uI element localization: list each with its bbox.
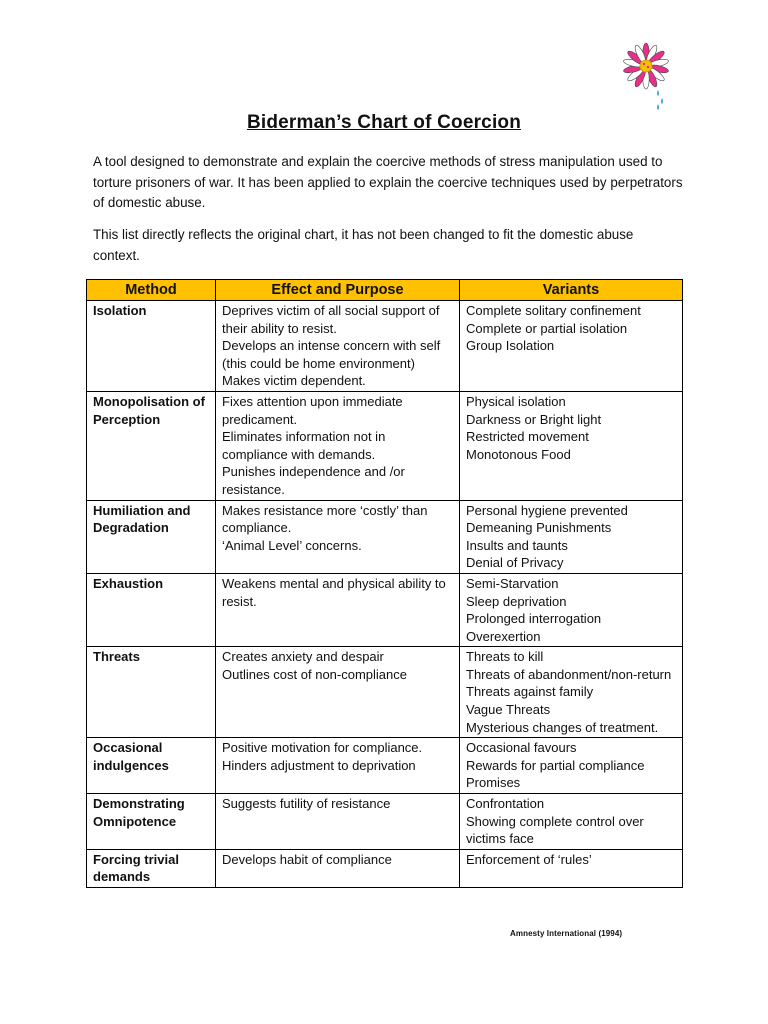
variants-line: Semi-Starvation — [466, 575, 559, 591]
effect-line: Outlines cost of non-compliance — [222, 666, 407, 682]
cell-variants — [460, 794, 683, 850]
cell-effect — [216, 849, 460, 887]
variants-line: Enforcement of ‘rules’ — [466, 851, 592, 867]
cell-effect — [216, 391, 460, 500]
variants-line: Confrontation — [466, 796, 545, 812]
variants-line: Threats against family — [466, 684, 594, 700]
cell-effect — [216, 647, 460, 738]
flower-center-dot — [647, 66, 649, 68]
variants-line: Rewards for partial compliance — [466, 757, 645, 773]
table-row — [87, 738, 683, 794]
effect-line: Eliminates information not in compliance with demands. — [222, 429, 386, 462]
table-row — [87, 849, 683, 887]
cell-variants — [460, 849, 683, 887]
cell-method — [87, 849, 216, 887]
note-paragraph: This list directly reflects the original chart, it has not been changed to fit the domestic abuse context. — [93, 227, 634, 263]
effect-line: Makes victim dependent. — [222, 373, 366, 389]
variants-line: Complete solitary confinement — [466, 303, 641, 318]
variants-line: Prolonged interrogation — [466, 611, 602, 627]
table-row — [87, 301, 683, 392]
cell-variants — [460, 500, 683, 573]
method-line: Occasional indulgences — [93, 740, 169, 773]
effect-line: Positive motivation for compliance. — [222, 740, 423, 756]
variants-line: Showing complete control over victims face — [466, 813, 644, 847]
table-header-row — [87, 280, 683, 301]
method-line: Monopolisation of Perception — [93, 393, 205, 427]
cell-effect — [216, 500, 460, 573]
effect-line: ‘Animal Level’ concerns. — [222, 537, 362, 553]
variants-line: Darkness or Bright light — [466, 411, 602, 427]
cell-method — [87, 391, 216, 500]
header-method: Method — [87, 280, 216, 301]
variants-line: Mysterious changes of treatment. — [466, 719, 659, 735]
variants-line: Group Isolation — [466, 338, 555, 354]
cell-method — [87, 794, 216, 850]
variants-line: Demeaning Punishments — [466, 520, 612, 536]
variants-line: Occasional favours — [466, 740, 577, 756]
variants-line: Restricted movement — [466, 429, 589, 445]
water-drop-icon — [661, 98, 663, 104]
cell-variants — [460, 573, 683, 646]
water-drop-icon — [657, 90, 659, 96]
table-row — [87, 647, 683, 738]
table-row — [87, 391, 683, 500]
cell-variants — [460, 738, 683, 794]
cell-method — [87, 647, 216, 738]
effect-line: Develops habit of compliance — [222, 851, 392, 867]
method-line: Demonstrating Omnipotence — [93, 796, 185, 829]
intro-paragraph: A tool designed to demonstrate and explain the coercive methods of stress manipulation used to torture prisoners of war. It has been applied to explain the coercive techniques used by perpetrators of domestic abuse. — [93, 154, 683, 210]
variants-line: Vague Threats — [466, 702, 551, 718]
table-row — [87, 573, 683, 646]
daisy-flower-logo — [620, 40, 676, 112]
effect-line: Suggests futility of resistance — [222, 796, 391, 812]
flower-center-dot — [643, 63, 645, 65]
flower-center — [640, 60, 652, 72]
method-line: Forcing trivial demands — [93, 851, 179, 885]
variants-line: Monotonous Food — [466, 446, 571, 462]
cell-method — [87, 573, 216, 646]
effect-line: Creates anxiety and despair — [222, 649, 384, 665]
table-row — [87, 500, 683, 573]
water-drop-icon — [657, 104, 659, 110]
cell-effect — [216, 573, 460, 646]
cell-variants — [460, 391, 683, 500]
page-title: Biderman’s Chart of Coercion — [246, 112, 522, 133]
variants-line: Denial of Privacy — [466, 555, 564, 571]
cell-effect — [216, 738, 460, 794]
variants-line: Physical isolation — [466, 393, 566, 409]
effect-line: Makes resistance more ‘costly’ than compliance. — [222, 502, 428, 536]
variants-line: Threats to kill — [466, 649, 544, 665]
variants-line: Overexertion — [466, 628, 541, 644]
variants-line: Insults and taunts — [466, 537, 568, 553]
method-line: Humiliation and Degradation — [93, 502, 191, 536]
cell-effect — [216, 794, 460, 850]
effect-line: Punishes independence and /or resistance. — [222, 464, 405, 497]
variants-line: Sleep deprivation — [466, 593, 567, 609]
variants-line: Complete or partial isolation — [466, 320, 628, 336]
effect-line: Hinders adjustment to deprivation — [222, 757, 416, 773]
method-line: Threats — [93, 649, 140, 665]
cell-method — [87, 738, 216, 794]
variants-line: Personal hygiene prevented — [466, 502, 628, 518]
variants-line: Promises — [466, 775, 521, 791]
cell-method — [87, 301, 216, 392]
effect-line: Weakens mental and physical ability to resist. — [222, 575, 446, 609]
cell-variants — [460, 647, 683, 738]
effect-line: Deprives victim of all social support of their ability to resist. — [222, 303, 440, 336]
header-variants: Variants — [460, 280, 683, 301]
method-line: Exhaustion — [93, 575, 164, 591]
effect-line: Fixes attention upon immediate predicament. — [222, 393, 403, 427]
effect-line: Develops an intense concern with self (this could be home environment) — [222, 338, 441, 371]
coercion-table — [86, 279, 683, 888]
cell-variants — [460, 301, 683, 392]
source-citation: Amnesty International (1994) — [510, 929, 623, 938]
header-effect: Effect and Purpose — [216, 280, 460, 301]
cell-effect — [216, 301, 460, 392]
variants-line: Threats of abandonment/non-return — [466, 666, 672, 682]
table-row — [87, 794, 683, 850]
cell-method — [87, 500, 216, 573]
method-line: Isolation — [93, 303, 147, 318]
